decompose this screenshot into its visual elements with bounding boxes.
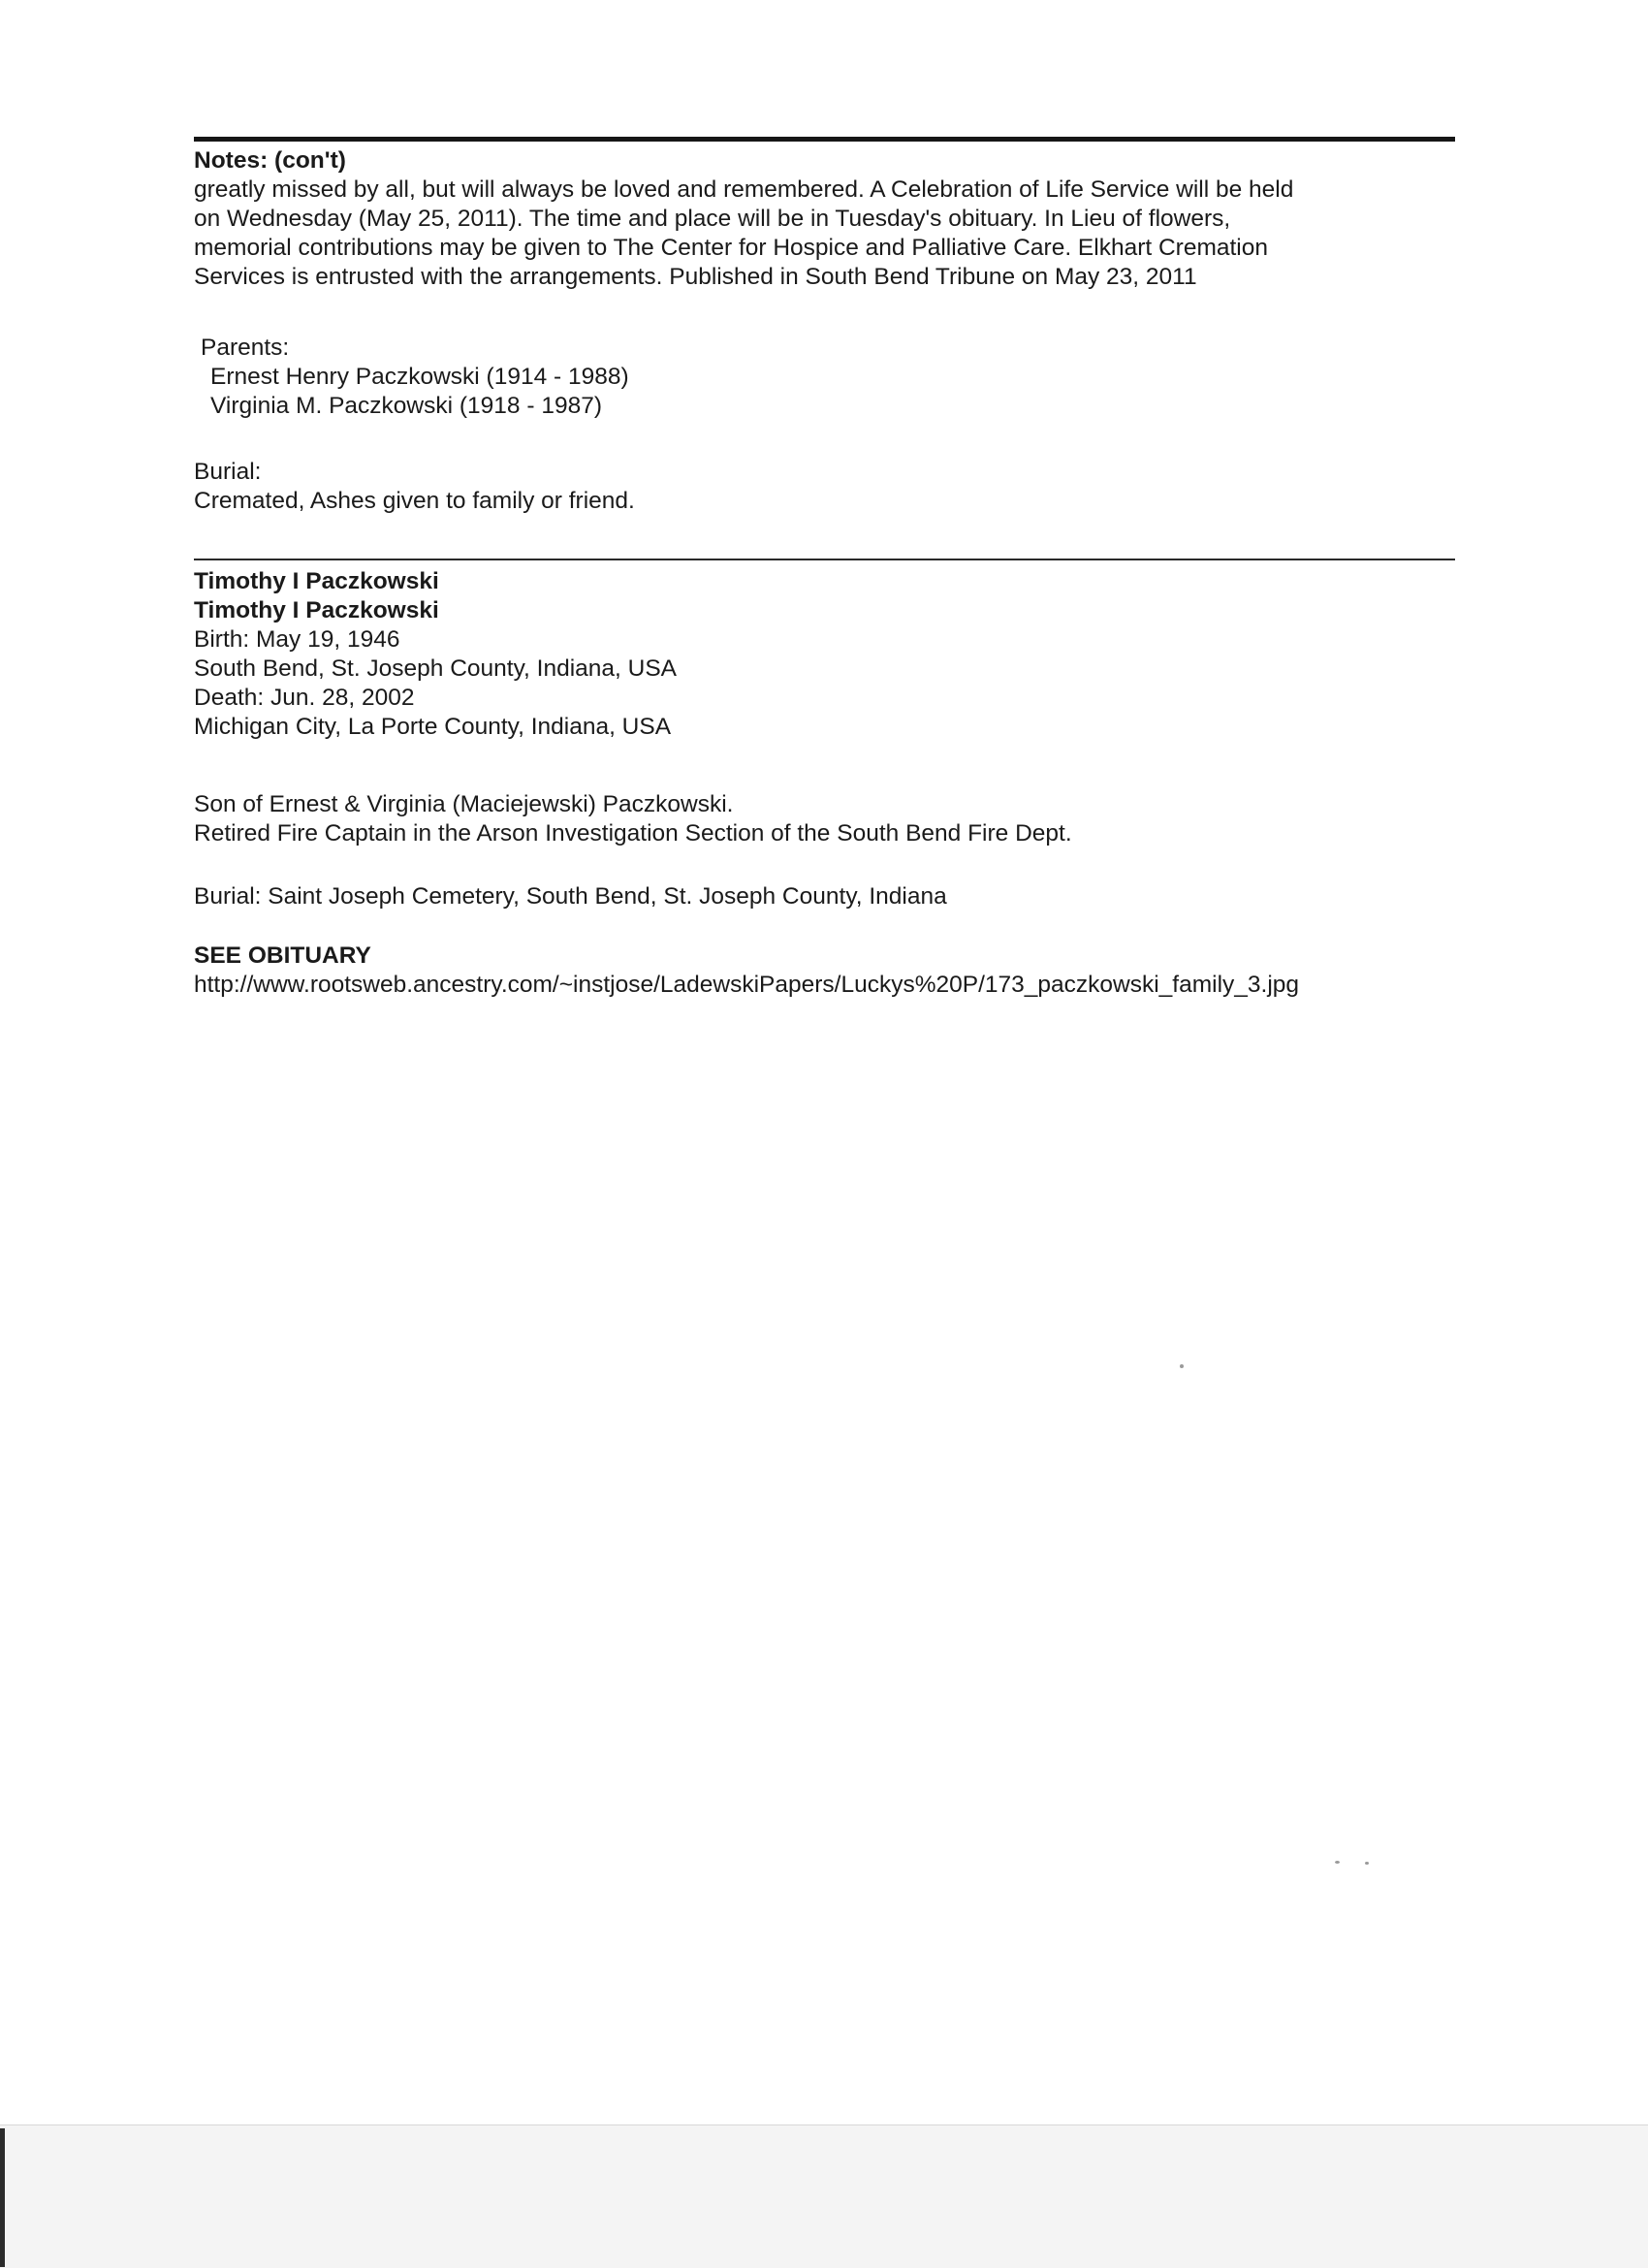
scan-left-edge xyxy=(0,2128,5,2267)
person-record xyxy=(194,567,1464,742)
son-of-text: Son of Ernest & Virginia (Maciejewski) Paczkowski. xyxy=(194,791,734,817)
person-burial xyxy=(194,882,1464,911)
burial-label: Burial: xyxy=(194,459,262,485)
burial-text: Cremated, Ashes given to family or friend. xyxy=(194,488,635,514)
bio-section xyxy=(194,790,1464,848)
notes-section xyxy=(194,146,1464,292)
occupation-text: Retired Fire Captain in the Arson Investigation Section of the South Bend Fire Dept. xyxy=(194,820,1072,847)
scan-bottom-band xyxy=(0,2124,1648,2268)
see-obituary-heading: SEE OBITUARY xyxy=(194,942,371,969)
notes-line: on Wednesday (May 25, 2011). The time and place will be in Tuesday's obituary. In Lieu of flowers, xyxy=(194,206,1231,232)
death-date: Death: Jun. 28, 2002 xyxy=(194,685,415,711)
obituary-url: http://www.rootsweb.ancestry.com/~instjose/LadewskiPapers/Luckys%20P/173_paczkowski_family_3.jpg xyxy=(194,972,1300,998)
notes-line: memorial contributions may be given to The Center for Hospice and Palliative Care. Elkhart Cremation xyxy=(194,235,1269,261)
thick-divider xyxy=(194,137,1455,142)
parents-label: Parents: xyxy=(201,335,290,361)
birth-date: Birth: May 19, 1946 xyxy=(194,626,400,653)
thin-divider xyxy=(194,559,1455,560)
scan-speck xyxy=(1335,1861,1340,1864)
burial-location: Burial: Saint Joseph Cemetery, South Bend, St. Joseph County, Indiana xyxy=(194,883,947,910)
scan-speck xyxy=(1365,1862,1369,1865)
record-header-name: Timothy I Paczkowski xyxy=(194,568,439,594)
person-name: Timothy I Paczkowski xyxy=(194,597,439,623)
birth-place: South Bend, St. Joseph County, Indiana, USA xyxy=(194,655,678,682)
notes-line: Services is entrusted with the arrangements. Published in South Bend Tribune on May 23, 2011 xyxy=(194,264,1197,290)
notes-line: greatly missed by all, but will always be loved and remembered. A Celebration of Life Service will be held xyxy=(194,176,1294,203)
parents-section xyxy=(194,334,1464,421)
notes-heading: Notes: (con't) xyxy=(194,147,346,174)
burial-section xyxy=(194,458,1464,516)
parent-mother: Virginia M. Paczkowski (1918 - 1987) xyxy=(210,393,602,419)
parent-father: Ernest Henry Paczkowski (1914 - 1988) xyxy=(210,364,629,390)
death-place: Michigan City, La Porte County, Indiana, USA xyxy=(194,714,672,740)
obituary-section xyxy=(194,942,1464,1000)
scan-speck xyxy=(1180,1364,1184,1368)
